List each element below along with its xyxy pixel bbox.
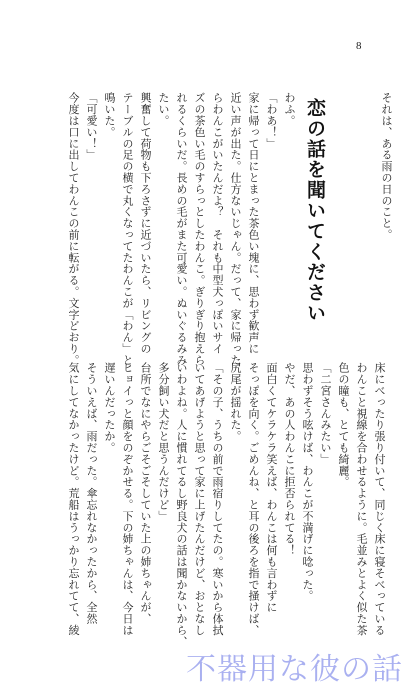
text-column: 興奮して荷物も下ろさずに近づいたら、リビングの <box>139 92 152 355</box>
text-column: 色の瞳も、とても綺麗。 <box>337 362 350 488</box>
text-column: わふ。 <box>283 92 296 127</box>
text-column: れるくらいだ。長めの毛がまた可愛い。ぬいぐるみみ <box>175 92 188 366</box>
text-column: そっぽを向く。ごめんね、と耳の後ろを指で掻けば、 <box>247 362 260 636</box>
text-column: 今度は口に出してわんこの前に転がる。文字どおり。 <box>67 92 80 366</box>
text-column: わんこと視線を合わせるように。毛並みとよく似た茶 <box>355 362 368 636</box>
text-column: 思わずそう呟けば、わんこが不満げに唸った。 <box>301 362 314 602</box>
text-column: 鳴いた。 <box>103 92 116 138</box>
text-column: ズの茶色い毛のすらっとしたわんこ。ぎりぎり抱えら <box>193 92 206 366</box>
text-column: 多分飼い犬だと思うんだけど」 <box>157 362 170 522</box>
text-column: そういえば、雨だった。傘忘れなかったから、全然 <box>85 362 98 625</box>
text-column: やだ、あの人わんこに拒否られてる！ <box>283 362 296 556</box>
watermark: 不器用な彼の話 <box>186 652 403 687</box>
text-column: 床にべったり張り付いて、同じく床に寝そべっている <box>373 362 386 636</box>
text-column: それは、ある雨の日のこと。 <box>380 92 393 241</box>
text-column: いわよね。人に慣れてるし野良犬の話は聞かないから、 <box>175 362 188 647</box>
text-column: いてあげようと思って家に上げたんだけど、おとなし <box>193 362 206 636</box>
text-column: 気にしてなかったけど。荒船はうっかり忘れてて、綾 <box>67 362 80 636</box>
page-number: 8 <box>356 40 362 52</box>
chapter-title: 恋の話を聞いてください <box>304 98 326 324</box>
text-column: 家に帰って日にとまった茶色い塊に、思わず歓声に <box>247 92 260 355</box>
text-column: 遅いんだったか。 <box>103 362 116 454</box>
text-column: 面白くてケラケラ笑えば、わんこは何も言わずに <box>265 362 278 613</box>
text-column: たい。 <box>157 92 170 127</box>
text-column: 「その子、うちの前で雨宿りしてたの。寒いから体拭 <box>211 362 224 636</box>
text-column: 近い声が出た。仕方ないじゃん。だって、家に帰った <box>229 92 242 366</box>
text-column: テーブルの足の横で丸くなってたわんこが「わん」と <box>121 92 134 366</box>
text-column: らわんこがいたんだよ？ それも中型犬っぽいサイ <box>211 92 224 355</box>
text-column: 「わあ！」 <box>265 92 278 149</box>
text-column: 台所でなにやらごそごそしていた上の姉ちゃんが、 <box>139 362 152 625</box>
text-column: 「二宮さんみたい」 <box>319 362 332 465</box>
text-column: 尻尾が揺れた。 <box>229 362 242 442</box>
text-column: ヒョイっと顔をのぞかせる。下の姉ちゃんは、今日は <box>121 362 134 636</box>
text-column: 「可愛い！」 <box>85 92 98 161</box>
